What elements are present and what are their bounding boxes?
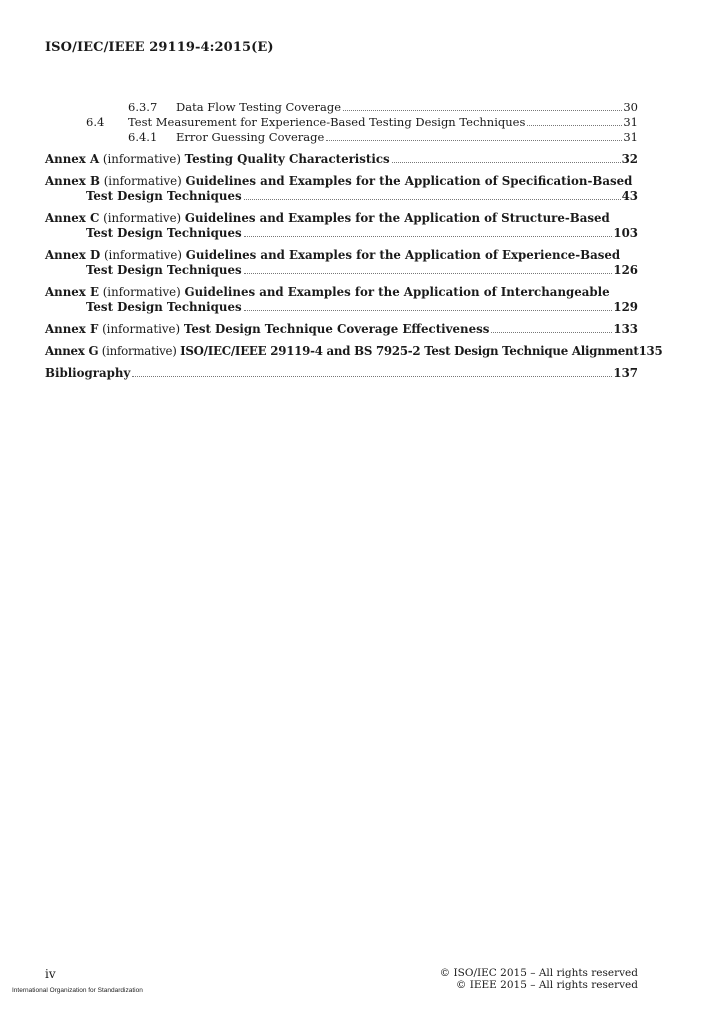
annex-qualifier: (informative)	[103, 174, 182, 188]
annex-title: Guidelines and Examples for the Application of Experience-Based	[185, 248, 621, 262]
toc-entry-page: 31	[623, 130, 638, 144]
annex-page: 135	[638, 344, 663, 358]
copyright-ieee: © IEEE 2015 – All rights reserved	[455, 979, 638, 991]
annex-title-continued: Test Design Techniques	[86, 189, 242, 203]
dot-leader	[244, 273, 613, 274]
annex-page: 126	[613, 263, 638, 277]
annex-qualifier: (informative)	[103, 211, 182, 225]
document-header: ISO/IEC/IEEE 29119-4:2015(E)	[45, 40, 274, 55]
toc-entry-title: Test Measurement for Experience-Based Testing Design Techniques	[128, 115, 526, 129]
annex-label: Annex B	[45, 174, 100, 188]
page-number: iv	[45, 967, 56, 981]
dot-leader	[244, 310, 613, 311]
annex-page: 133	[613, 322, 638, 336]
dot-leader	[527, 125, 622, 126]
annex-title: ISO/IEC/IEEE 29119-4 and BS 7925-2 Test Design Technique Alignment	[180, 344, 639, 358]
annex-title: Test Design Technique Coverage Effectiveness	[183, 322, 490, 336]
annex-title: Testing Quality Characteristics	[184, 152, 390, 166]
toc-entry-title: Data Flow Testing Coverage	[176, 100, 342, 114]
annex-page: 43	[621, 189, 638, 203]
toc-annex-c[interactable]	[45, 211, 638, 241]
annex-label: Annex D	[45, 248, 101, 262]
dot-leader	[244, 199, 621, 200]
annex-qualifier: (informative)	[102, 322, 181, 336]
annex-label: Annex A	[45, 152, 100, 166]
toc-entry-6-4[interactable]	[45, 115, 638, 130]
toc-entry-6-3-7[interactable]	[45, 100, 638, 115]
toc-annex-g[interactable]	[45, 344, 663, 359]
annex-title-continued: Test Design Techniques	[86, 263, 242, 277]
dot-leader	[491, 332, 612, 333]
dot-leader	[343, 110, 622, 111]
annex-label: Annex C	[45, 211, 100, 225]
dot-leader	[392, 162, 621, 163]
toc-entry-title: Error Guessing Coverage	[176, 130, 325, 144]
annex-title-continued: Test Design Techniques	[86, 300, 242, 314]
annex-title: Guidelines and Examples for the Application of Structure-Based	[184, 211, 610, 225]
bibliography-label: Bibliography	[45, 366, 131, 380]
annex-title-continued: Test Design Techniques	[86, 226, 242, 240]
toc-annex-d[interactable]	[45, 248, 638, 278]
toc-entry-page: 30	[623, 100, 638, 114]
annex-qualifier: (informative)	[102, 285, 181, 299]
toc-entry-number: 6.4.1	[128, 130, 158, 144]
dot-leader	[326, 140, 622, 141]
annex-qualifier: (informative)	[103, 248, 182, 262]
copyright-block	[440, 967, 638, 991]
annex-page: 129	[613, 300, 638, 314]
toc-entry-number: 6.3.7	[128, 100, 158, 114]
annex-qualifier: (informative)	[101, 344, 177, 358]
toc-bibliography[interactable]	[45, 366, 638, 381]
copyright-iso: © ISO/IEC 2015 – All rights reserved	[439, 967, 638, 979]
annex-page: 32	[621, 152, 638, 166]
annex-label: Annex G	[45, 344, 99, 358]
annex-qualifier: (informative)	[102, 152, 181, 166]
annex-label: Annex F	[45, 322, 99, 336]
toc-entry-page: 31	[623, 115, 638, 129]
annex-label: Annex E	[45, 285, 99, 299]
toc-entry-number: 6.4	[86, 115, 105, 129]
annex-title: Guidelines and Examples for the Application of Specification-Based	[185, 174, 633, 188]
organization-watermark: International Organization for Standardization	[12, 987, 143, 994]
dot-leader	[132, 376, 612, 377]
annex-title: Guidelines and Examples for the Application of Interchangeable	[184, 285, 610, 299]
bibliography-page: 137	[613, 366, 638, 380]
table-of-contents	[45, 100, 663, 381]
toc-annex-f[interactable]	[45, 322, 638, 337]
toc-entry-6-4-1[interactable]	[45, 130, 638, 145]
annex-page: 103	[613, 226, 638, 240]
toc-annex-e[interactable]	[45, 285, 638, 315]
toc-annex-a[interactable]	[45, 152, 638, 167]
dot-leader	[244, 236, 613, 237]
toc-annex-b[interactable]	[45, 174, 638, 204]
